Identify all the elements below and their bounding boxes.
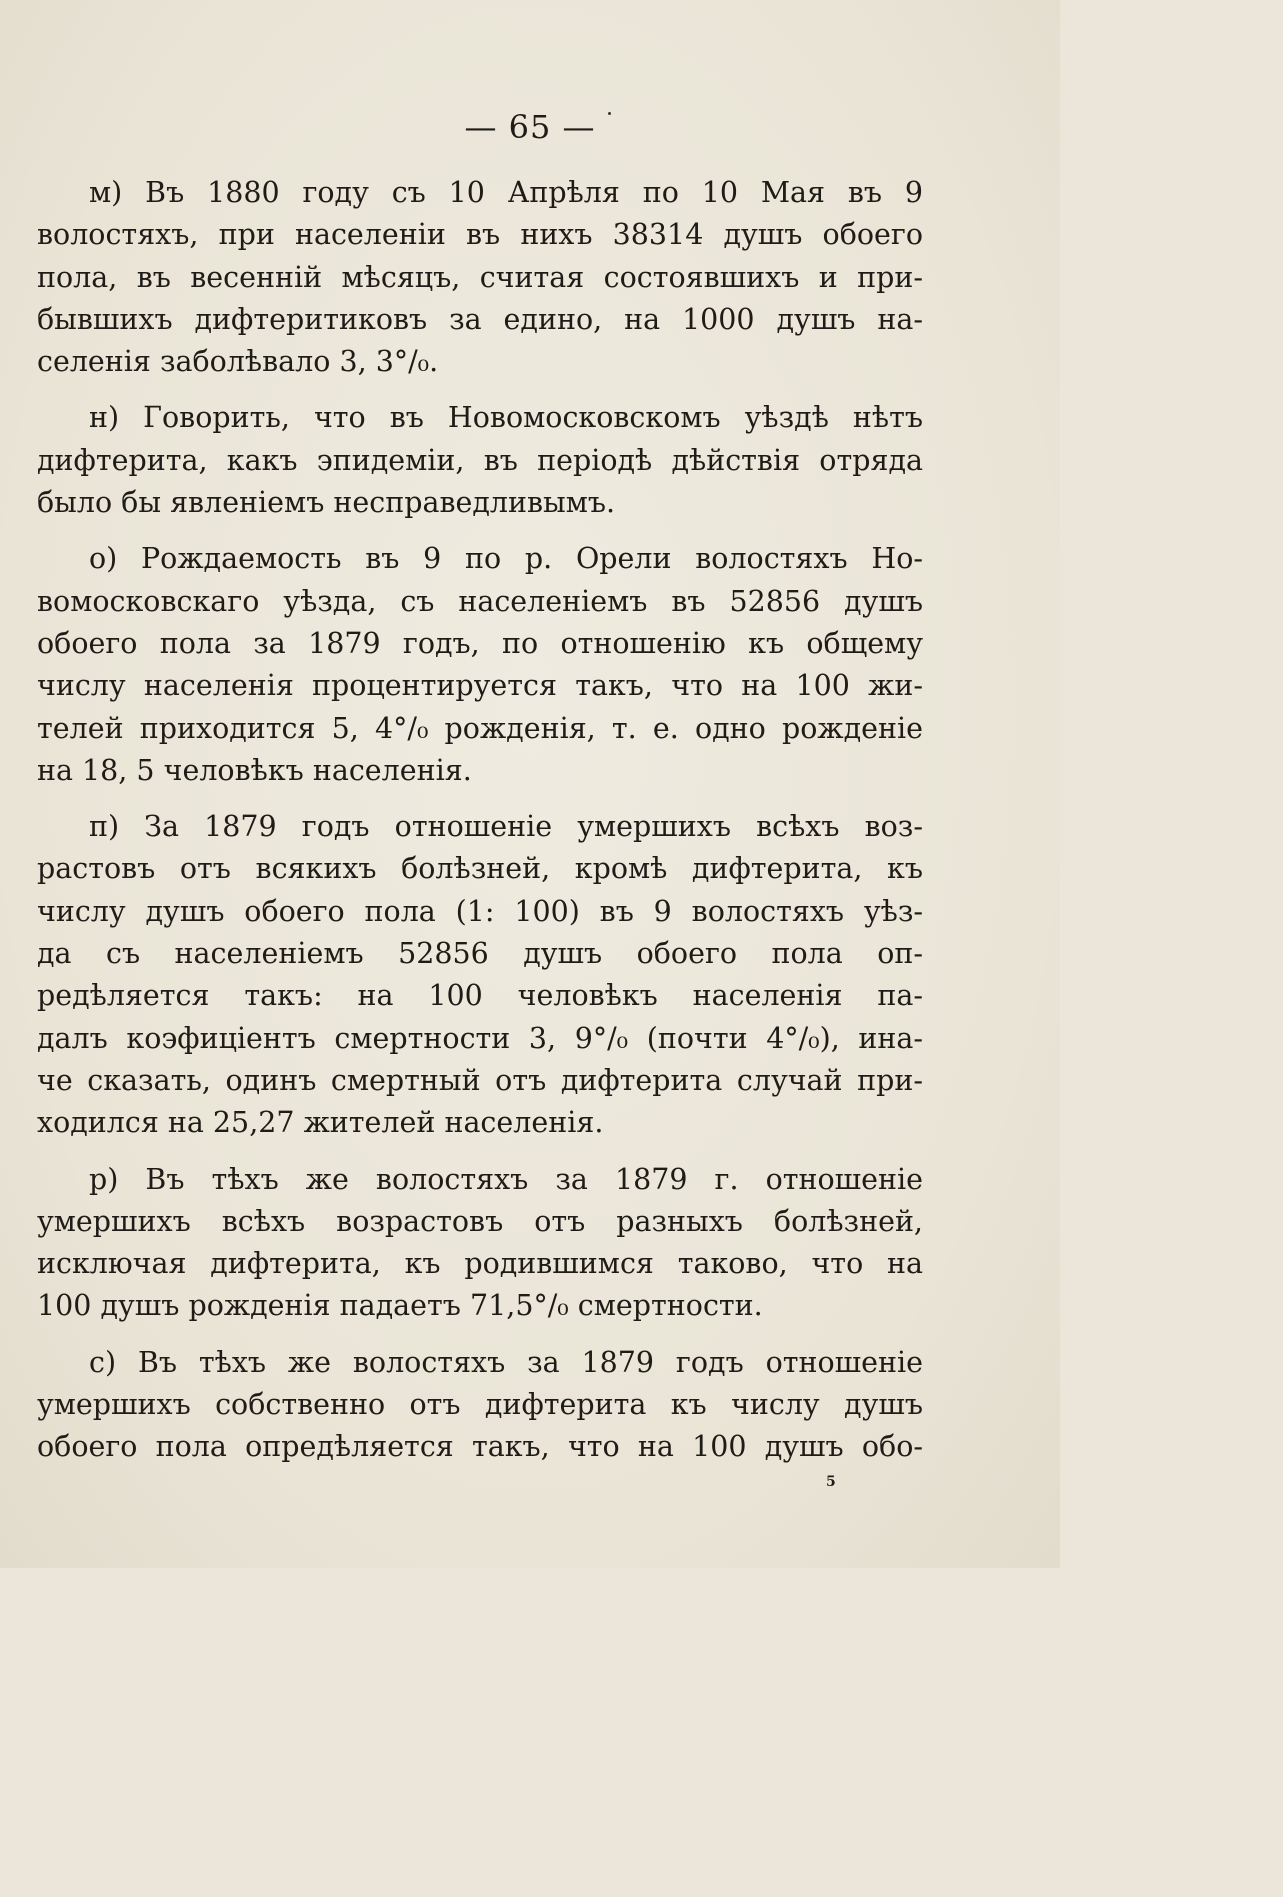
text-line: селенія заболѣвало 3, 3°/₀. <box>37 345 439 379</box>
text-line: 100 душъ рожденія падаетъ 71,5°/₀ смертности. <box>37 1289 763 1323</box>
text-line: исключая дифтерита, къ родившимся таково, что на <box>37 1247 923 1281</box>
text-line: далъ коэфиціентъ смертности 3, 9°/₀ (почти 4°/₀), ина- <box>37 1021 923 1055</box>
text-line: м) Въ 1880 году съ 10 Апрѣля по 10 Мая въ 9 <box>89 176 923 209</box>
text-line: р) Въ тѣхъ же волостяхъ за 1879 г. отношеніе <box>89 1162 923 1196</box>
paragraph-p <box>37 806 923 1144</box>
text-line: растовъ отъ всякихъ болѣзней, кромѣ дифтерита, къ <box>37 852 923 886</box>
text-line: н) Говорить, что въ Новомосковскомъ уѣздѣ нѣтъ <box>89 401 923 435</box>
text-line: че сказать, одинъ смертный отъ дифтерита случай при- <box>37 1063 923 1097</box>
paragraph-s <box>37 1342 923 1469</box>
text-line: редѣляется такъ: на 100 человѣкъ населенія па- <box>37 979 923 1013</box>
text-line: бывшихъ дифтеритиковъ за едино, на 1000 душъ на- <box>37 302 923 336</box>
text-line: волостяхъ, при населеніи въ нихъ 38314 душъ обоего <box>37 218 923 252</box>
text-line: числу душъ обоего пола (1: 100) въ 9 волостяхъ уѣз- <box>37 894 923 928</box>
paragraph-r <box>37 1159 923 1328</box>
page-body <box>37 172 923 1483</box>
text-line: да съ населеніемъ 52856 душъ обоего пола оп- <box>37 937 923 971</box>
text-line: на 18, 5 человѣкъ населенія. <box>37 753 472 787</box>
paragraph-m <box>37 172 923 383</box>
text-line: п) За 1879 годъ отношеніе умершихъ всѣхъ воз- <box>89 810 923 844</box>
text-line: обоего пола опредѣляется такъ, что на 100 душъ обо- <box>37 1430 923 1464</box>
text-line: числу населенія процентируется такъ, что на 100 жи- <box>37 669 923 703</box>
text-line: обоего пола за 1879 годъ, по отношенію къ общему <box>37 626 923 660</box>
paragraph-n <box>37 397 923 524</box>
text-line: умершихъ всѣхъ возрастовъ отъ разныхъ болѣзней, <box>37 1204 923 1238</box>
page-number: — 65 — <box>464 108 596 146</box>
text-line: пола, въ весенній мѣсяцъ, считая состоявшихъ и при- <box>37 260 923 294</box>
text-line: дифтерита, какъ эпидеміи, въ періодѣ дѣйствія отряда <box>37 443 923 477</box>
signature-mark: 5 <box>826 1474 836 1490</box>
text-line: с) Въ тѣхъ же волостяхъ за 1879 годъ отношеніе <box>89 1345 923 1379</box>
text-line: умершихъ собственно отъ дифтерита къ числу душъ <box>37 1388 923 1422</box>
text-line: вомосковскаго уѣзда, съ населеніемъ въ 52856 душъ <box>37 584 923 618</box>
text-line: было бы явленіемъ несправедливымъ. <box>37 486 616 520</box>
paragraph-o <box>37 538 923 792</box>
text-line: о) Рождаемость въ 9 по р. Орели волостяхъ Но- <box>89 542 923 576</box>
text-line: ходился на 25,27 жителей населенія. <box>37 1106 604 1140</box>
text-line: телей приходится 5, 4°/₀ рожденія, т. е. одно рожденіе <box>37 711 923 745</box>
